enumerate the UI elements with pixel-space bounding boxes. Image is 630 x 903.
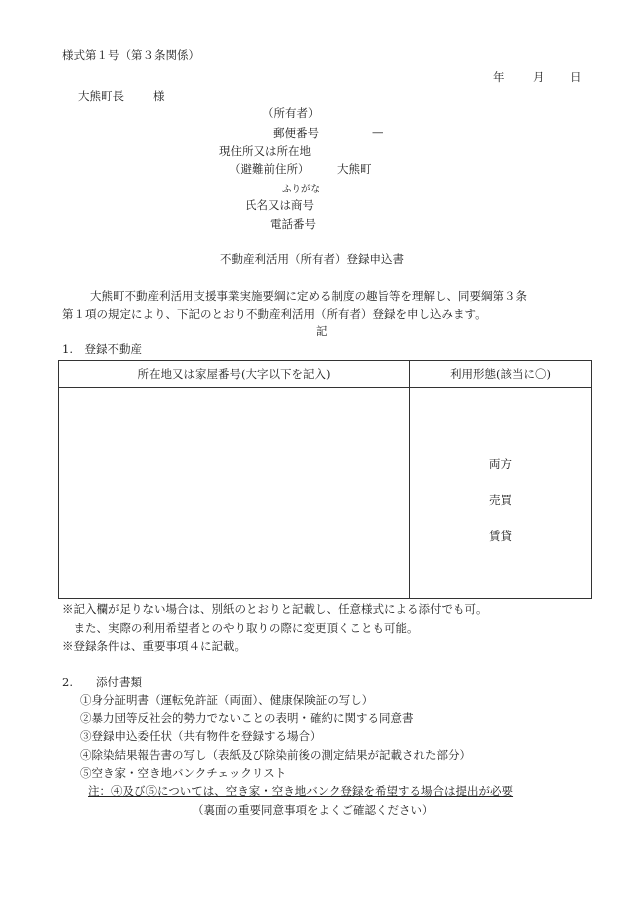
postal-dash: — [372, 125, 384, 139]
postal-label: 郵便番号 [273, 126, 319, 140]
attachment-3: ③登録申込委任状（共有物件を登録する場合） [80, 729, 322, 743]
owner-heading: （所有者） [262, 106, 320, 120]
ki-mark: 記 [316, 324, 328, 338]
note-3: ※登録条件は、重要事項４に記載。 [62, 639, 246, 653]
attachment-5: ⑤空き家・空き地バンクチェックリスト [80, 766, 287, 780]
body-line-2: 第１項の規定により、下記のとおり不動産利活用（所有者）登録を申し込みます。 [62, 307, 487, 321]
address-label: 現住所又は所在地 [219, 144, 311, 158]
attachment-4: ④除染結果報告書の写し（表紙及び除染前後の測定結果が記載された部分） [80, 748, 471, 762]
evac-value: 大熊町 [337, 162, 372, 176]
attachment-2: ②暴力団等反社会的勢力でないことの表明・確約に関する同意書 [80, 711, 414, 725]
body-line-1: 大熊町不動産利活用支援事業実施要綱に定める制度の趣旨等を理解し、同要綱第３条 [90, 289, 527, 303]
column-usage: 利用形態(該当に〇) [410, 361, 592, 388]
usage-cell [410, 388, 592, 599]
note-2: また、実際の利用希望者とのやり取りの際に変更頂くことも可能。 [62, 621, 419, 635]
usage-option-both[interactable]: 両方 [489, 457, 512, 471]
attachment-1: ①身分証明書（運転免許証（両面）、健康保険証の写し） [80, 693, 374, 707]
back-page-note: （裏面の重要同意事項をよくご確認ください） [192, 803, 434, 817]
date-year: 年 [493, 70, 505, 84]
addressee: 大熊町長 [78, 89, 124, 103]
form-number: 様式第１号（第３条関係） [62, 48, 200, 62]
document-title: 不動産利活用（所有者）登録申込書 [220, 252, 404, 266]
column-location: 所在地又は家屋番号(大字以下を記入) [59, 361, 410, 388]
name-label: 氏名又は商号 [245, 198, 314, 212]
date-day: 日 [570, 70, 582, 84]
section1-heading: 1. 登録不動産 [62, 342, 142, 356]
usage-option-rent[interactable]: 賃貸 [489, 529, 512, 543]
furigana-label: ふりがな [282, 184, 321, 195]
attachment-note: 注：④及び⑤については、空き家・空き地バンク登録を希望する場合は提出が必要 [88, 784, 514, 798]
property-table [58, 360, 592, 599]
usage-option-sale[interactable]: 売買 [489, 493, 512, 507]
date-month: 月 [533, 70, 545, 84]
section2-heading: 2. 添付書類 [62, 675, 142, 689]
phone-label: 電話番号 [270, 217, 316, 231]
location-input-cell[interactable] [59, 388, 410, 599]
evac-label: （避難前住所） [229, 162, 310, 176]
note-1: ※記入欄が足りない場合は、別紙のとおりと記載し、任意様式による添付でも可。 [62, 602, 488, 616]
addressee-suffix: 様 [153, 89, 165, 103]
